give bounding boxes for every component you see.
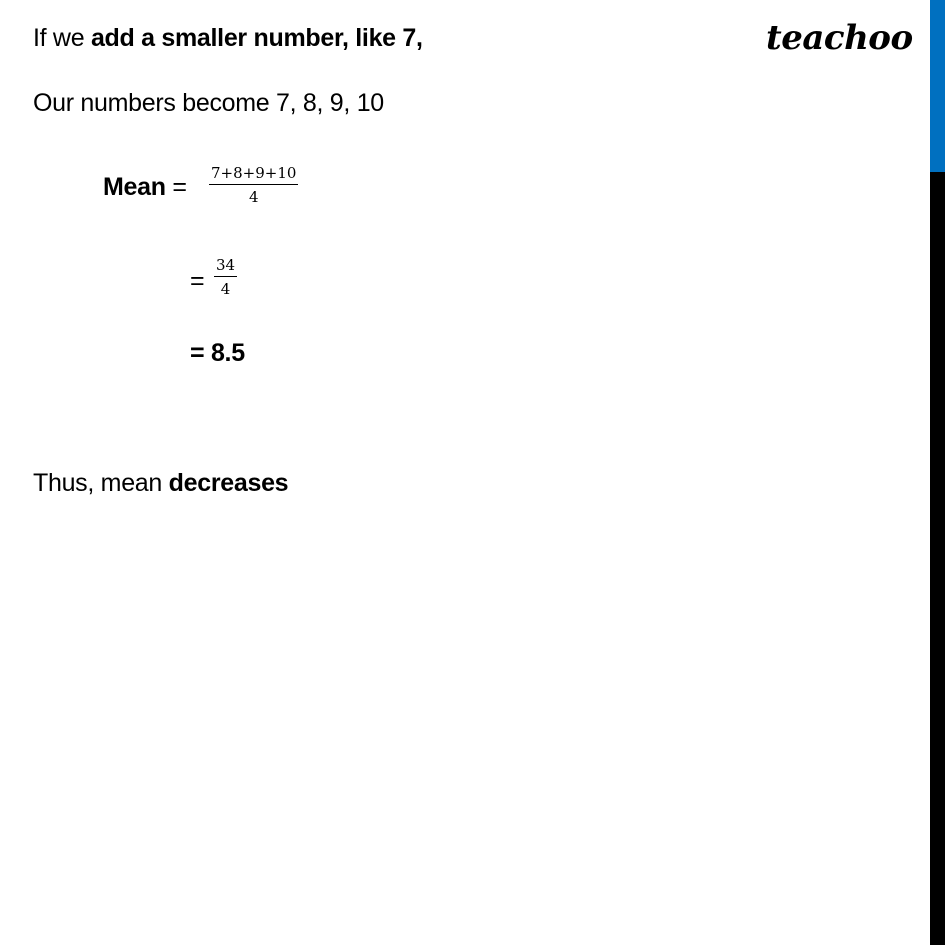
conclusion-bold: decreases bbox=[168, 469, 289, 497]
side-dark-bar bbox=[930, 172, 945, 945]
teachoo-logo: teachoo bbox=[766, 18, 913, 58]
fraction-numerator: 34 bbox=[214, 256, 237, 277]
numbers-line: Our numbers become 7, 8, 9, 10 bbox=[33, 89, 384, 117]
intro-bold: add a smaller number, like 7, bbox=[90, 24, 423, 52]
equals-sign-2: = bbox=[190, 267, 205, 295]
fraction-numerator: 7+8+9+10 bbox=[209, 164, 298, 185]
fraction-denominator: 4 bbox=[248, 188, 259, 206]
conclusion-plain: Thus, mean bbox=[33, 469, 169, 497]
conclusion-line bbox=[33, 469, 288, 498]
mean-result: = 8.5 bbox=[190, 339, 245, 367]
intro-plain: If we bbox=[33, 24, 91, 52]
mean-label: Mean bbox=[103, 173, 166, 201]
equals-sign: = bbox=[172, 173, 187, 201]
intro-line bbox=[33, 24, 423, 53]
mean-label-line bbox=[103, 173, 187, 202]
fraction-total bbox=[214, 256, 237, 298]
fraction-sum bbox=[209, 164, 298, 206]
fraction-denominator: 4 bbox=[220, 280, 231, 298]
side-accent-bar bbox=[930, 0, 945, 172]
